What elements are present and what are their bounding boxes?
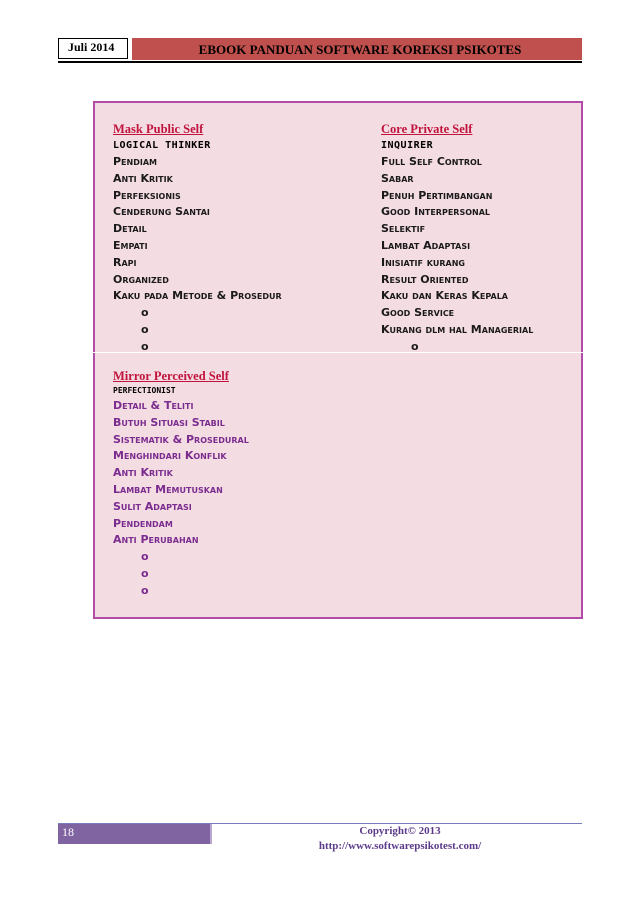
mask-bullet: o xyxy=(141,306,149,320)
mask-bullet: o xyxy=(141,322,149,336)
mask-trait: Empati xyxy=(113,238,148,252)
mirror-bullet: o xyxy=(141,583,149,597)
core-private-self-section xyxy=(381,121,533,356)
header-title: EBOOK PANDUAN SOFTWARE KOREKSI PSIKOTES xyxy=(198,42,522,57)
mask-trait: Pendiam xyxy=(113,155,157,168)
core-trait: Kaku dan Keras Kepala xyxy=(381,289,508,303)
core-trait: Penuh Pertimbangan xyxy=(381,188,493,202)
mirror-bullet: o xyxy=(141,566,149,580)
core-trait: Lambat Adaptasi xyxy=(381,238,471,252)
core-type: INQUIRER xyxy=(381,140,434,151)
core-trait: Result Oriented xyxy=(381,272,469,286)
footer-url[interactable]: http://www.softwarepsikotest.com/ xyxy=(318,840,482,852)
core-title: Core Private Self xyxy=(381,122,473,136)
mirror-perceived-self-section xyxy=(113,368,249,600)
mask-trait: Kaku pada Metode & Prosedur xyxy=(113,289,282,303)
mirror-bullet: o xyxy=(141,550,149,564)
mask-trait: Perfeksionis xyxy=(113,188,181,202)
footer-copyright: Copyright© 2013 xyxy=(359,825,441,837)
mirror-trait: Anti Perubahan xyxy=(113,533,199,547)
core-trait: Sabar xyxy=(381,171,414,185)
mirror-title: Mirror Perceived Self xyxy=(113,369,229,383)
mirror-type: PERFECTIONIST xyxy=(113,386,176,395)
header-date: Juli 2014 xyxy=(68,40,115,54)
mask-trait: Organized xyxy=(113,272,169,286)
mirror-trait: Lambat Memutuskan xyxy=(113,482,223,496)
core-trait: Kurang dlm hal Managerial xyxy=(381,322,534,336)
mirror-trait: Pendendam xyxy=(113,516,173,530)
mirror-trait: Menghindari Konflik xyxy=(113,449,227,463)
footer-page-bar xyxy=(58,824,210,844)
header-rule xyxy=(58,61,582,63)
mask-trait: Cenderung Santai xyxy=(113,205,210,219)
mask-type: LOGICAL THINKER xyxy=(113,140,211,151)
core-trait: Full Self Control xyxy=(381,155,482,168)
mask-trait: Anti Kritik xyxy=(113,171,173,185)
mirror-trait: Sulit Adaptasi xyxy=(113,499,192,513)
mirror-trait: Sistematik & Prosedural xyxy=(113,432,249,446)
core-bullet: o xyxy=(411,339,419,353)
core-trait: Selektif xyxy=(381,222,426,236)
mirror-trait: Butuh Situasi Stabil xyxy=(113,415,225,429)
mask-title: Mask Public Self xyxy=(113,122,204,136)
core-trait: Good Interpersonal xyxy=(381,205,491,219)
footer-bar-divider xyxy=(210,824,212,844)
core-trait: Good Service xyxy=(381,306,455,320)
mask-bullet: o xyxy=(141,339,149,353)
mirror-trait: Anti Kritik xyxy=(113,466,173,480)
page-number: 18 xyxy=(62,825,74,839)
mask-public-self-section xyxy=(113,121,282,356)
mask-trait: Detail xyxy=(113,222,147,236)
core-trait: Inisiatif kurang xyxy=(381,255,465,269)
mask-trait: Rapi xyxy=(113,255,137,269)
mirror-trait: Detail & Teliti xyxy=(113,399,194,412)
